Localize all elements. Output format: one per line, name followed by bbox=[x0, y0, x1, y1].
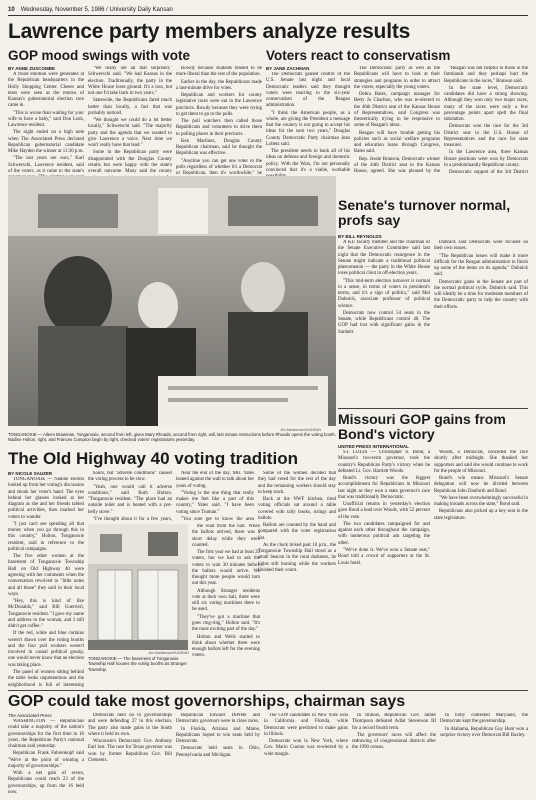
paragraph: hours, but "adverse conditions" caused the voting process to be slow. bbox=[88, 471, 172, 483]
bottom-column-4 bbox=[264, 713, 348, 795]
paragraph: A flood emotion were generated at the Republican headquarters in the Holly Shopping Center. Cheers and tears were seen as the returns of Kansas's gubernatorial election race came in. bbox=[8, 72, 84, 109]
paragraph: Republican Frank Fahrenkopf said "We're at the point of winning a majority of governorships." bbox=[8, 751, 84, 769]
bottom-column-1 bbox=[8, 719, 84, 795]
polling-place-photo bbox=[8, 176, 336, 426]
paragraph: Woods, a Democrat, conceded the race shortly after midnight. She thanked her supporters and said she would continue to work for the people of Missouri. bbox=[434, 450, 528, 474]
highway-column-3 bbox=[176, 471, 254, 521]
paragraph: The Democratic party as well as the Republicans will have to look at their strategies and programs in order to attract the voters, especially the young voters. bbox=[354, 66, 440, 90]
paragraph: Rep. Jessie Branson, Democratic winner of the 44th District seat in the Kansas House, agreed. She was pleased by the bbox=[354, 156, 440, 175]
highway-column-4 bbox=[192, 524, 260, 688]
bottom-headline: GOP could take most governorships, chairman says bbox=[8, 693, 406, 710]
paragraph: Democratic gains in the Senate are part of the normal political cycle, Dubnick said. This will ideally be a time for moderate members of the Democratic party to help the country with their efforts. bbox=[434, 279, 528, 310]
header-rule bbox=[8, 15, 528, 16]
paragraph: Democrats won in New York, where Gov. Mario Cuomo was re-elected by a wide margin. bbox=[264, 739, 348, 757]
paragraph: The Democrats gained control of the U.S. Senate last night and local Democratic leaders said they thought voters were reacting to the six-year conservatism of the Reagan administration. bbox=[266, 72, 350, 109]
bottom-section-rule bbox=[8, 690, 528, 691]
photo1-credit: Jim Mankenson/KANSAN bbox=[280, 428, 321, 432]
paragraph: "I just can't see spending all that money when you go through this in this country," Holton, Tonganoxie resident, said in reference to the political campaigns. bbox=[8, 521, 84, 552]
paragraph: The five other women at the basement of Tonganoxie Township Hall on Old Highway 40 were agreeing with her comments when the conversation revolved to "little notes and all those" they said in their local ways. bbox=[8, 554, 84, 597]
paragraph: "They've got a machine that goes ring-ring," Holton said. "It's the most exciting part of the day." bbox=[192, 614, 260, 633]
senate-column-2 bbox=[434, 240, 528, 408]
bottom-column-2 bbox=[88, 713, 172, 795]
bottom-column-3 bbox=[176, 713, 260, 795]
paragraph: "The last years are ours," Karl Schwerschi, Lawrence resident, said of the voters, as it came to the state's bbox=[8, 156, 84, 174]
paragraph: Republicans also picked up a key seat in the state legislature. bbox=[434, 509, 528, 521]
paragraph: "We really are all that surprised," Schwerschi said. "We had Kansas in the election. Traditionally, the party in the White House loses ground. It's a loss, but not one I'd take back in two years." bbox=[88, 66, 172, 97]
paragraph: In hotly contested Maryland, the Democrats kept the governorship. bbox=[440, 713, 528, 725]
paragraph: The two candidates campaigned for and against each other throughout the campaign, with numerous political ads targeting the other. bbox=[338, 521, 430, 546]
paragraph: Dubnick said Democrats were focused on their own issues. bbox=[434, 240, 528, 252]
paragraph: "We've done it. We've won a Senate seat," Bond told a crowd of supporters at the St. Louis hotel. bbox=[338, 547, 430, 566]
voters-column-3 bbox=[444, 66, 528, 176]
page-number: 10 bbox=[8, 7, 15, 13]
gop-byline: BY ANNE ZUSCOMBE bbox=[8, 66, 56, 71]
paragraph: Bond's victory was the biggest accomplishment for Republicans in Missouri last night as they won a state governor's race that was traditionally Democratic. bbox=[338, 476, 430, 500]
bottom-byline: The Associated Press bbox=[8, 713, 52, 718]
paragraph: Republican Edward DiPrete and Democratic governors were in close races. bbox=[176, 713, 260, 725]
paragraph: Rowdy because students tended to be more liberal than the rest of the population. bbox=[176, 66, 262, 78]
paragraph: Democrats held seats in Ohio, Pennsylvania and Michigan. bbox=[176, 746, 260, 758]
paragraph: "The Republican losses will make it more difficult for the Reagan administration to finish up some of the items on its agenda," Dubnick said. bbox=[434, 253, 528, 278]
paragraph: Bond's win means Missouri's Senate delegation will now be divided between Republican John Danforth and Bond. bbox=[434, 476, 528, 494]
highway-column-5 bbox=[258, 471, 336, 688]
paragraph: Near the end of the day, Mrs. Yates leaned against the wall to talk about her years of voting. bbox=[176, 471, 254, 489]
missouri-column-2 bbox=[434, 450, 528, 688]
gop-headline: GOP mood swings with vote bbox=[8, 48, 191, 63]
paragraph: Some in the Republican party were disappointed with the Douglas County results but were happy with the state's overall outcome. Many said the county bbox=[88, 150, 172, 175]
paragraph: The night ended on a high note when The Associated Press declared Republican gubernatorial candidate Mike Hayden the winner at 11:30 p.m. bbox=[8, 130, 84, 155]
senate-byline: BY BILL REYNOLDS bbox=[338, 234, 382, 239]
senate-column-1 bbox=[338, 240, 430, 408]
paragraph: If the red, white and blue curtains weren't drawn over the voting booths and the four poll workers weren't involved in casual political gossip, one would never know that an election was taking place. bbox=[8, 631, 84, 668]
section-rule bbox=[338, 408, 528, 409]
paragraph: The GOP candidates in New York won in California and Florida, while Democrats were predicted to make gains in Illinois. bbox=[264, 713, 348, 737]
paragraph: Republican and workers for county legislative races were out in the Lawrence precincts. Rowdy because they were trying to get them to go to the polls. bbox=[176, 93, 262, 117]
dateline: Wednesday, November 5, 1986 / University Daily Kansan bbox=[20, 7, 173, 13]
photo2-credit: Jim Mankenson/KANSAN bbox=[148, 651, 189, 655]
bottom-column-5 bbox=[352, 713, 436, 795]
voters-column-2 bbox=[354, 66, 440, 176]
highway-headline: The Old Highway 40 voting tradition bbox=[8, 449, 298, 468]
paragraph: With a net gain of seven, Republicans could reach 23 of the governorships, up from the 16 held now. bbox=[8, 771, 84, 795]
main-headline: Lawrence party members analyze results bbox=[8, 20, 411, 43]
paragraph: Democratic support of the 3rd District bbox=[449, 170, 528, 176]
voters-byline: BY JANE ZACHMAN bbox=[266, 66, 310, 71]
paragraph: Some of the women decided that they had voted for the rest of the day and the remaining workers should stay to keep track. bbox=[258, 471, 336, 495]
photo2-drawing bbox=[88, 524, 188, 650]
paragraph: Holton and Wells started to think about whether there were enough ballots left for the evening voters. bbox=[192, 634, 260, 659]
paragraph: Democrats won the race for the 3rd District seat in the U.S. House of Representatives and the race for state treasurer. bbox=[444, 124, 528, 149]
paragraph: "You sure get to know the area bbox=[181, 516, 254, 521]
paragraph: Reagan will have trouble getting his policies such as social welfare programs and education loans through Congress, Bales said. bbox=[354, 130, 440, 155]
paragraph: In the state level, Democratic candidates did have a strong showing. Although they won only two major races, many of the races were only a few percentage points apart spelt the final tabulation. bbox=[444, 85, 528, 123]
paragraph: "Voting is the one thing that really makes me feel like a part of this country," Yates said. "I have been voting since Truman." bbox=[176, 490, 254, 515]
paragraph: TONGANOXIE — Nadine Holton looked up from her voting's discussion and shook her voter's hand. The eyes behind her glasses looked at her diagram as she and her friends tabled political activities, then marked her voters to wander. bbox=[8, 477, 84, 520]
highway-column-2 bbox=[88, 471, 172, 521]
paragraph: Earlier in the day, the Republicans made a last-minute drive for votes. bbox=[176, 79, 262, 91]
paragraph: Ballots are counted by the hand and compared with the voter registration list. bbox=[258, 523, 336, 541]
paragraph: "Hey, this is kind of like McDonalds," said Bill Guerrieri, Tonganoxie resident. "I gave my name and address to the woman, and I still didn't get coffee." bbox=[8, 599, 84, 630]
paragraph: The president needs to bank all of his ideas on defense and foreign and domestic policy. With the Wars, I'm not personally convinced that it's a viable, workable bbox=[266, 149, 350, 173]
paragraph: As the clock ticked past 10 p.m., the Tonganoxie Township Hall stood as a small beacon in the rural darkness, its lights still burning while the workers finished their count. bbox=[258, 542, 336, 573]
paragraph: Unofficial returns in yesterday's election gave Bond a lead over Woods, with 52 percent of the vote. bbox=[338, 502, 430, 520]
page-header bbox=[8, 7, 528, 13]
photo1-caption: TONGANOXIE — Aileen Brawman, Tonganoxie, second from left, gives Mary Rhoads, second from right, will, last minute instructions before Rhoads opens the voting booth. Nadine Holton, right, and Frances Compton begin by right, checked voters' registrations yesterday. bbox=[8, 432, 336, 443]
paragraph: Back at the NWF kitchen, tired voting officials sat around a table covered with tally books, strings and ballots. bbox=[258, 497, 336, 521]
paragraph: A KU faculty member and the chairman of the Senate Executive Committee said last night that the Democratic resurgence in the Senate might indicate a traditional political phenomenon — the party in the White House loses political clout in off-election years. bbox=[338, 240, 430, 277]
missouri-column-1 bbox=[338, 450, 430, 688]
highway-column-1 bbox=[8, 477, 84, 687]
highway-byline: BY NICOLE SAUZER bbox=[8, 471, 53, 476]
paragraph: Statewide, the Republicans fared much better than locally, a fact that was probably noticed. bbox=[88, 98, 172, 116]
paragraph: Wisconsin's Democratic Gov. Anthony Earl lost. The race for Texas governor was won by former Republican Gov. Bill Clements. bbox=[88, 739, 172, 763]
paragraph: "I think the American people, as a whole, are giving the President a message that the country is not going to accept his ideas for the next two years," Douglas County Democratic Party chairman Jean Lobetz said. bbox=[266, 110, 350, 147]
paragraph: "We have been overwhelmingly successful in making inroads across the state," Bond said. bbox=[434, 495, 528, 508]
paragraph: Debra Bales, campaign manager for Betty Jo Charlton, who was re-elected to the 46th District seat of the Kansas House of Representatives, said Congress was theoretically trying to be responsive to some of Reagan's ideas. bbox=[354, 92, 440, 129]
voters-headline: Voters react to conservatism bbox=[266, 48, 451, 63]
paragraph: The governors' races will affect the redrawing of congressional districts after the 1990 census. bbox=[352, 732, 436, 751]
paragraph: "Yeah, one would call it adverse conditions," said Ruth Holton. "Tonganoxie resident. "The place had an outside toilet and is heated with a pot-belly stove." bbox=[88, 484, 172, 515]
paragraph: Although Stranger residents vote at their own hall, there were still six voting machines there to be used. bbox=[192, 588, 260, 613]
paragraph: In Alabama, Republican Guy Hunt won a surprise victory over Democrat Bill Baxley. bbox=[440, 726, 528, 738]
paragraph: "This is worse than waiting for your wife to have a baby," said Don Lusk, Lawrence resident. bbox=[8, 110, 84, 129]
paragraph: In the Lawrence area, three Kansas House positions were won by Democrats in a predominantly Republican county. bbox=[444, 150, 528, 168]
photo2-caption: TONGANOXIE — The basement of Tonganoxie Township Hall houses the voting booths as Stranger Township. bbox=[88, 656, 187, 672]
photo-drawing bbox=[8, 176, 336, 426]
senate-headline: Senate's turnover normal, profs say bbox=[338, 197, 511, 228]
paragraph: "I've thought about it for a few years, bbox=[93, 516, 172, 521]
paragraph: "Anytime you can get one voter to the polls regardless of whether it's a Democrat or Republican, then it's worthwhile," he bbox=[176, 158, 262, 177]
paragraph: The panel of women sitting behind the table looks unpretentious and the neighborhood is full of interesting bbox=[8, 669, 84, 687]
paragraph: "This mid-term election turnover is normal in a sense, in terms of voters in president's terms, and it's a sign of politics," said Mel Dubnick, associate professor of political science. bbox=[338, 278, 430, 309]
paragraph: In Illinois, Republican Gov. James Thompson defeated Adlai Stevenson III for a record fourth term. bbox=[352, 713, 436, 731]
bottom-column-6 bbox=[440, 713, 528, 795]
paragraph: Democrats now control 54 seats in the Senate, while Republicans control 46. The GOP had lost with significant gains in the Sunbelt. bbox=[338, 310, 430, 335]
paragraph: The first year we had at least 25 voters, but we had to ask the voters to wait 30 minutes before the ballots would arrive. We thought more people would turn out this year. bbox=[192, 550, 260, 587]
paragraph: "Reagan was not helpful to those in the farmlands and they perhaps hurt the Republicans in the races," Branson said. bbox=[444, 66, 528, 84]
missouri-byline: UNITED PRESS INTERNATIONAL bbox=[338, 444, 409, 449]
paragraph: ST. LOUIS — Christopher S. Bond, a Missouri's two-term governor, took the country's Republican Party's victory when he defeated Lt. Gov. Harriett Woods. bbox=[338, 450, 430, 474]
township-hall-photo bbox=[88, 524, 188, 650]
paragraph: In Florida, Arizona and Maine, Republicans hoped to win seats held by Democrats. bbox=[176, 726, 260, 745]
paragraph: WASHINGTON — Republicans could take a majority of the nation's governorships for the first time in 16 years, the Republican Party's national chairman said yesterday. bbox=[8, 719, 84, 750]
paragraph: "We thought we could do a lot better locally," Schwerschi said. "The majority party and the agenda that we wanted to give Lawrence a voice. Next time we won't really have that lead." bbox=[88, 118, 172, 149]
missouri-headline: Missouri GOP gains from Bond's victory bbox=[338, 411, 506, 442]
paragraph: Democrats held on to governorships and were defending 27 in this election. The party also made gains in the South where it held its own. bbox=[88, 713, 172, 737]
paragraph: the road from the hall. When the ballots arrived, there was a short delay while they were counted. bbox=[192, 524, 260, 548]
voters-column-1 bbox=[266, 72, 350, 176]
paragraph: The poll watchers then called those Republicans and volunteers to drive them to polling places in their precincts. bbox=[176, 119, 262, 137]
paragraph: Ken Martinez, Douglas County Republican chairman, said he thought the Republican was effective. bbox=[176, 138, 262, 157]
